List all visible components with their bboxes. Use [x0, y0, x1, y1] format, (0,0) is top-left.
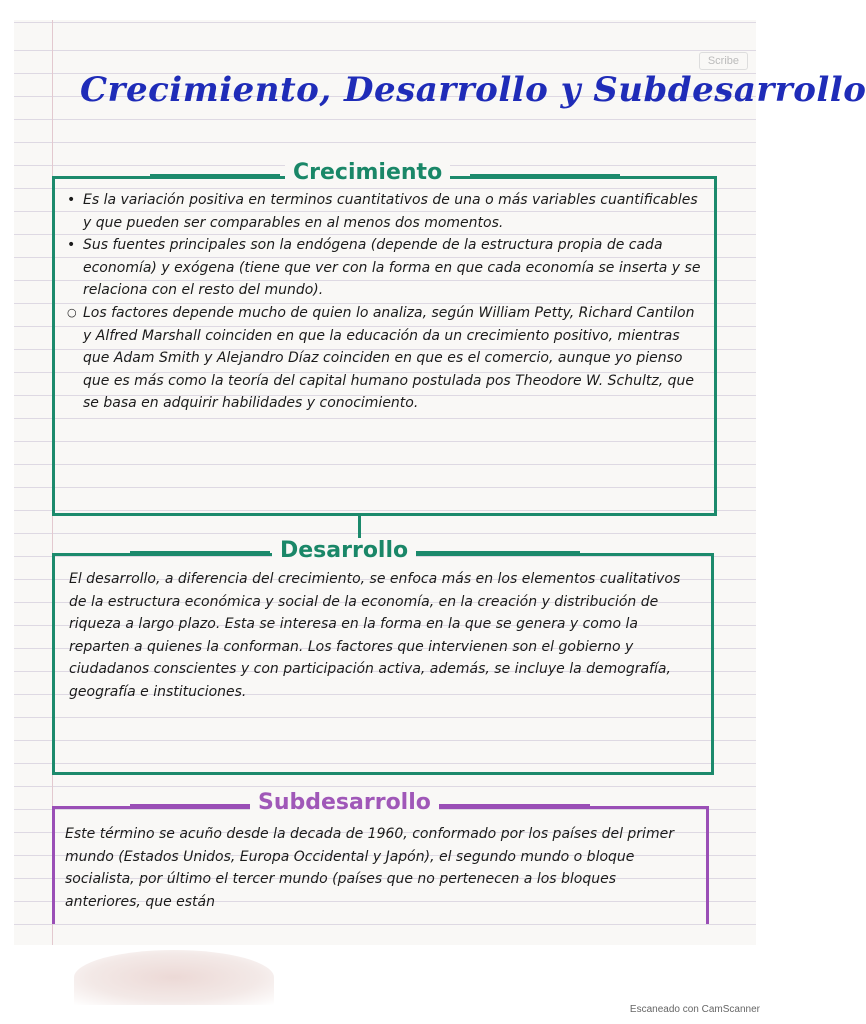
crecimiento-heading: Crecimiento: [285, 160, 450, 185]
crecimiento-list: [67, 189, 704, 415]
desarrollo-heading-rule-left: [130, 551, 270, 553]
crecimiento-bullet-1: • Es la variación positiva en terminos cuantitativos de una o más variables cuantificables y que pueden ser comparables en al menos dos momentos.: [67, 189, 704, 234]
desarrollo-paragraph: El desarrollo, a diferencia del crecimiento, se enfoca más en los elementos cualitativos de la estructura económica y social de la economía, en la creación y distribución de riqueza a largo plazo. Esta se interesa en la forma en la que se genera y como la reparten a quienes la conforman. Los factores que intervienen son el gobierno y ciudadanos conscientes y con participación activa, además, se incluye la demografía, geografía e instituciones.: [69, 571, 681, 700]
crecimiento-heading-rule-left: [150, 174, 280, 176]
scanner-footer: Escaneado con CamScanner: [629, 1004, 760, 1015]
page-title: Crecimiento, Desarrollo y Subdesarrollo: [80, 70, 866, 110]
desarrollo-heading-rule-right: [410, 551, 580, 553]
desarrollo-box: [52, 553, 714, 775]
finger-shadow: [74, 950, 274, 1005]
crecimiento-heading-rule-right: [470, 174, 620, 176]
subdesarrollo-heading-rule-right: [420, 804, 590, 806]
subdesarrollo-box: [52, 806, 709, 924]
desarrollo-heading: Desarrollo: [272, 538, 416, 563]
subdesarrollo-paragraph: Este término se acuño desde la decada de 1960, conformado por los países del primer mundo (Estados Unidos, Europa Occidental y Japón), el segundo mundo o bloque socialista, por último el tercer mundo (países que no pertenecen a los bloques anteriores, que están: [65, 826, 674, 910]
connector-line: [358, 516, 361, 538]
watermark-tab: Scribe: [699, 52, 748, 70]
crecimiento-box: [52, 176, 717, 516]
crecimiento-bullet-3: ○ Los factores depende mucho de quien lo analiza, según William Petty, Richard Cantilon y Alfred Marshall coinciden en que la educación da un crecimiento positivo, mientras que Adam Smith y Alejandro Díaz coinciden en que es el comercio, aunque yo pienso que es más como la teoría del capital humano postulada pos Theodore W. Schultz, que se basa en adquirir habilidades y conocimiento.: [67, 302, 704, 415]
crecimiento-bullet-2: • Sus fuentes principales son la endógena (depende de la estructura propia de cada economía) y exógena (tiene que ver con la forma en que cada economía se inserta y se relaciona con el resto del mundo).: [67, 234, 704, 302]
subdesarrollo-heading: Subdesarrollo: [250, 790, 439, 815]
subdesarrollo-heading-rule-left: [130, 804, 250, 806]
